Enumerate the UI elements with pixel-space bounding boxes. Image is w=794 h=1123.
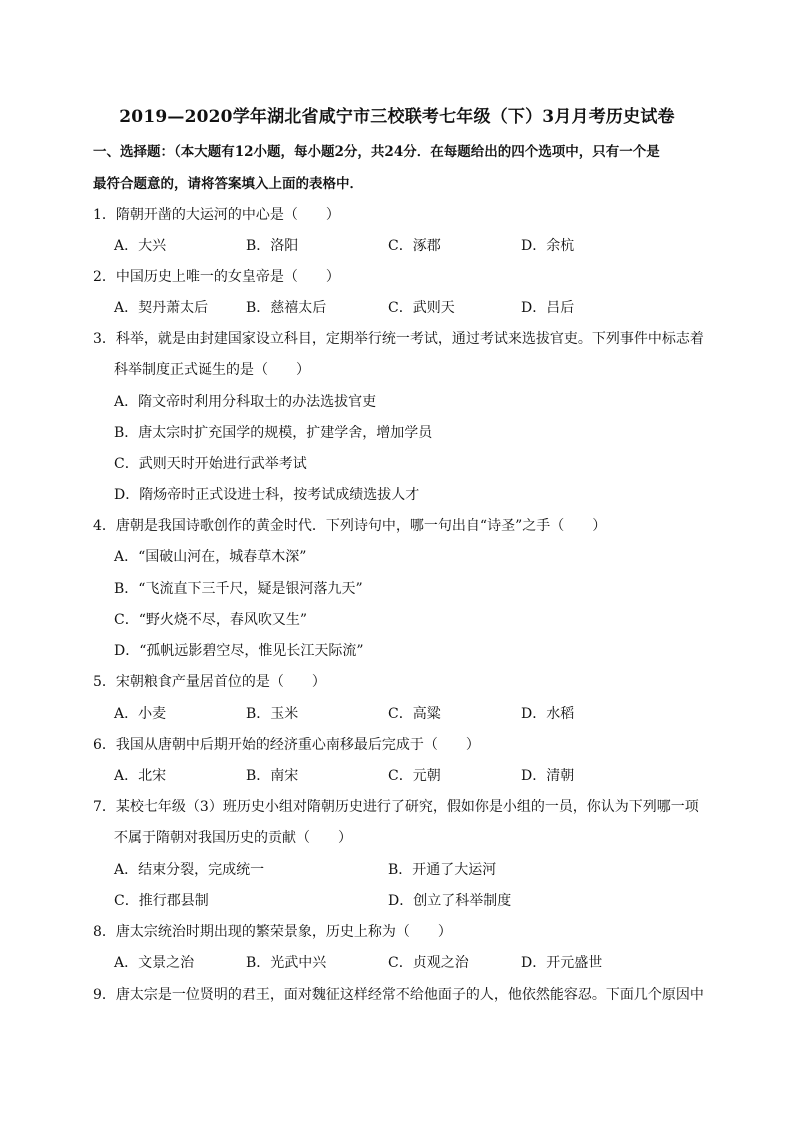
- question-5-option-a: A．小麦: [114, 706, 167, 722]
- question-5-option-d: D．水稻: [521, 706, 575, 722]
- question-1-option-c: C．涿郡: [388, 238, 441, 254]
- question-6-option-c: C．元朝: [388, 768, 441, 784]
- question-1-option-b: B．洛阳: [246, 238, 299, 254]
- question-1-option-a: A．大兴: [114, 238, 167, 254]
- question-8-option-a: A．文景之治: [114, 955, 195, 971]
- question-8-option-b: B．光武中兴: [246, 955, 327, 971]
- question-3-stem-line-1: 3．科举，就是由封建国家设立科目，定期举行统一考试，通过考试来选拔官吏。下列事件中标志着: [93, 331, 704, 347]
- question-5-option-b: B．玉米: [246, 706, 299, 722]
- question-4-option-d: D．“孤帆远影碧空尽，惟见长江天际流”: [114, 643, 364, 659]
- question-6-stem: 6．我国从唐朝中后期开始的经济重心南移最后完成于（ ）: [93, 737, 480, 753]
- question-1-option-d: D．余杭: [521, 238, 575, 254]
- question-3-stem-line-2: 科举制度正式诞生的是（ ）: [114, 362, 310, 378]
- question-7-option-c: C．推行郡县制: [114, 893, 209, 909]
- question-5-stem: 5．宋朝粮食产量居首位的是（ ）: [93, 674, 326, 690]
- question-4-option-c: C．“野火烧不尽，春风吹又生”: [114, 612, 308, 628]
- question-7-option-d: D．创立了科举制度: [388, 893, 512, 909]
- question-4-option-b: B．“飞流直下三千尺，疑是银河落九天”: [114, 581, 363, 597]
- question-4-option-a: A．“国破山河在，城春草木深”: [114, 549, 307, 565]
- question-6-option-a: A．北宋: [114, 768, 167, 784]
- question-2-stem: 2．中国历史上唯一的女皇帝是（ ）: [93, 269, 340, 285]
- question-3-option-d: D．隋炀帝时正式设进士科，按考试成绩选拔人才: [114, 487, 420, 503]
- question-5-option-c: C．高粱: [388, 706, 441, 722]
- question-4-stem: 4．唐朝是我国诗歌创作的黄金时代．下列诗句中，哪一句出自“诗圣”之手（ ）: [93, 518, 607, 534]
- question-9-stem: 9．唐太宗是一位贤明的君王，面对魏征这样经常不给他面子的人，他依然能容忍。下面几个原因中: [93, 987, 704, 1003]
- question-8-stem: 8．唐太宗统治时期出现的繁荣景象，历史上称为（ ）: [93, 924, 452, 940]
- page-title: 2019—2020学年湖北省咸宁市三校联考七年级（下）3月月考历史试卷: [119, 107, 675, 127]
- question-8-option-d: D．开元盛世: [521, 955, 603, 971]
- question-7-stem-line-1: 7．某校七年级（3）班历史小组对隋朝历史进行了研究，假如你是小组的一员，你认为下列哪一项: [93, 799, 699, 815]
- question-7-option-b: B．开通了大运河: [388, 862, 497, 878]
- section-heading-line-1: 一、选择题：（本大题有12小题，每小题2分，共24分．在每题给出的四个选项中，只有一个是: [93, 144, 660, 160]
- question-2-option-c: C．武则天: [388, 300, 455, 316]
- section-heading-line-2: 最符合题意的，请将答案填入上面的表格中．: [93, 176, 363, 192]
- question-2-option-b: B．慈禧太后: [246, 300, 327, 316]
- question-3-option-c: C．武则天时开始进行武举考试: [114, 456, 307, 472]
- question-7-stem-line-2: 不属于隋朝对我国历史的贡献（ ）: [114, 830, 352, 846]
- question-8-option-c: C．贞观之治: [388, 955, 469, 971]
- question-6-option-b: B．南宋: [246, 768, 299, 784]
- question-6-option-d: D．清朝: [521, 768, 575, 784]
- question-3-option-a: A．隋文帝时利用分科取士的办法选拔官吏: [114, 394, 377, 410]
- question-2-option-d: D．吕后: [521, 300, 575, 316]
- question-1-stem: 1．隋朝开凿的大运河的中心是（ ）: [93, 207, 340, 223]
- question-7-option-a: A．结束分裂，完成统一: [114, 862, 265, 878]
- question-2-option-a: A．契丹萧太后: [114, 300, 209, 316]
- question-3-option-b: B．唐太宗时扩充国学的规模，扩建学舍，增加学员: [114, 425, 433, 441]
